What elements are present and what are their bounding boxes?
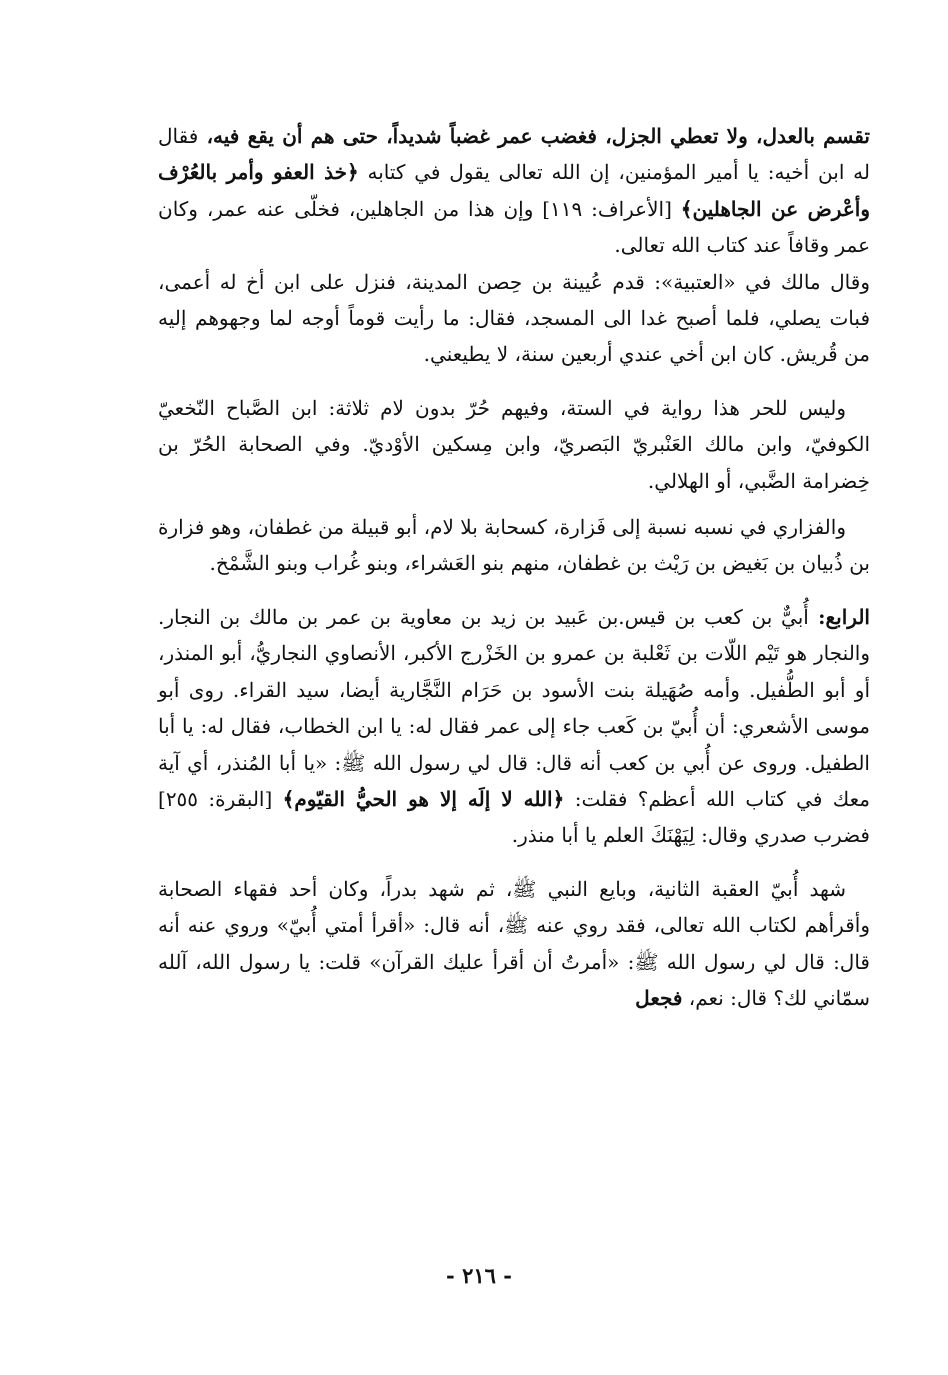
text-segment: «يا أبا المُنذر، أي آية معك في كتاب الله أعظم؟ فقلت: [158,750,871,811]
paragraph-5 [158,599,870,854]
page-body [158,118,870,1016]
catchword: فجعل [635,985,683,1010]
section-heading: الرابع: [808,604,870,629]
paragraph-4 [158,509,870,582]
paragraph-2 [158,264,870,373]
text-segment: أُبيٌّ بن كعب بن قيس.بن عَبيد بن زيد بن معاوية بن عمر بن مالك بن النجار. والنجار هو تَيْم اللّات بن ثَعْلبة بن عمرو بن الخَزْرج الأكبر، الأنصاوي النجاريُّ، أبو المنذر، أو أبو الطُّفيل. وأمه صُهَيلة بنت الأسود بن حَرَام النَّجَّارية أيضا، سيد القراء. روى أبو موسى الأشعري: أن أُبيّ بن كَعب جاء إلى عمر فقال له: يا ابن الخطاب، فقال له: يا أبا الطفيل. وروى عن أُبي بن كعب أنه قال: قال لي رسول الله ﷺ: [158,604,871,775]
text-segment: وليس للحر هذا رواية في الستة، وفيهم حُرّ بدون لام ثلاثة: ابن الصَّباح النّخعيّ الكوفيّ، وابن مالك العَنْبريّ البَصريّ، وابن مِسكين الأوْديّ. وفي الصحابة الحُرّ بن خِضرامة الضَّبي، أو الهلالي. [158,395,870,493]
paragraph-3 [158,390,870,499]
text-segment: والفزاري في نسبه نسبة إلى فَزارة، كسحابة بلا لام، أبو قبيلة من غطفان، وهو فزارة بن ذُبيان بن بَغيض بن رَيْث بن غطفان، منهم بنو العَشراء، وبنو غُراب وبنو الشَّمْخ. [158,515,870,576]
text-segment: شهد أُبيّ العقبة الثانية، وبايع النبي ﷺ، ثم شهد بدراً، وكان أحد فقهاء الصحابة وأقرأهم لكتاب الله تعالى، فقد روي عنه ﷺ، أنه قال: «أقرأ أمتي أُبيّ» وروي عنه أنه قال: قال لي رسول الله ﷺ: «أمرتُ أن أقرأ عليك القرآن» قلت: يا رسول الله، آلله سمّاني لك؟ قال: نعم، [158,876,870,1010]
text-segment: [البقرة: ٢٥٥] فضرب صدري وقال: لِيَهْنَكَ العلم يا أبا منذر. [158,786,870,848]
quran-verse: ﴿الله لا إلَه إلا هو الحيُّ القيّوم﴾ [282,786,565,811]
text-segment: تقسم بالعدل، ولا تعطي الجزل، فغضب عمر غضباً شديداً، حتى هم أن يقع فيه، [198,124,870,148]
text-segment: فقال له ابن أخيه: يا أمير المؤمنين، إن الله تعالى يقول في كتابه [158,124,870,185]
paragraph-1 [158,118,870,264]
paragraph-6 [158,871,870,1017]
text-segment: وقال مالك في «العتبية»: قدم عُيينة بن حِصن المدينة، فنزل على ابن أخ له أعمى، فبات يصلي، فلما أصبح غدا الى المسجد، فقال: ما رأيت قوماً أوجه لما وجهوهم إليه من قُريش. كان ابن أخي عندي أربعين سنة، لا يطيعني. [158,269,870,367]
page-number: - ٢١٦ - [446,1263,512,1288]
quran-verse: ﴿خذ العفو وأمر بالعُرْف وأعْرض عن الجاهلين﴾ [158,160,870,221]
text-segment: [الأعراف: ١١٩] وإن هذا من الجاهلين، فخلّى عنه عمر، وكان عمر وقافاً عند كتاب الله تعالى. [158,196,870,258]
